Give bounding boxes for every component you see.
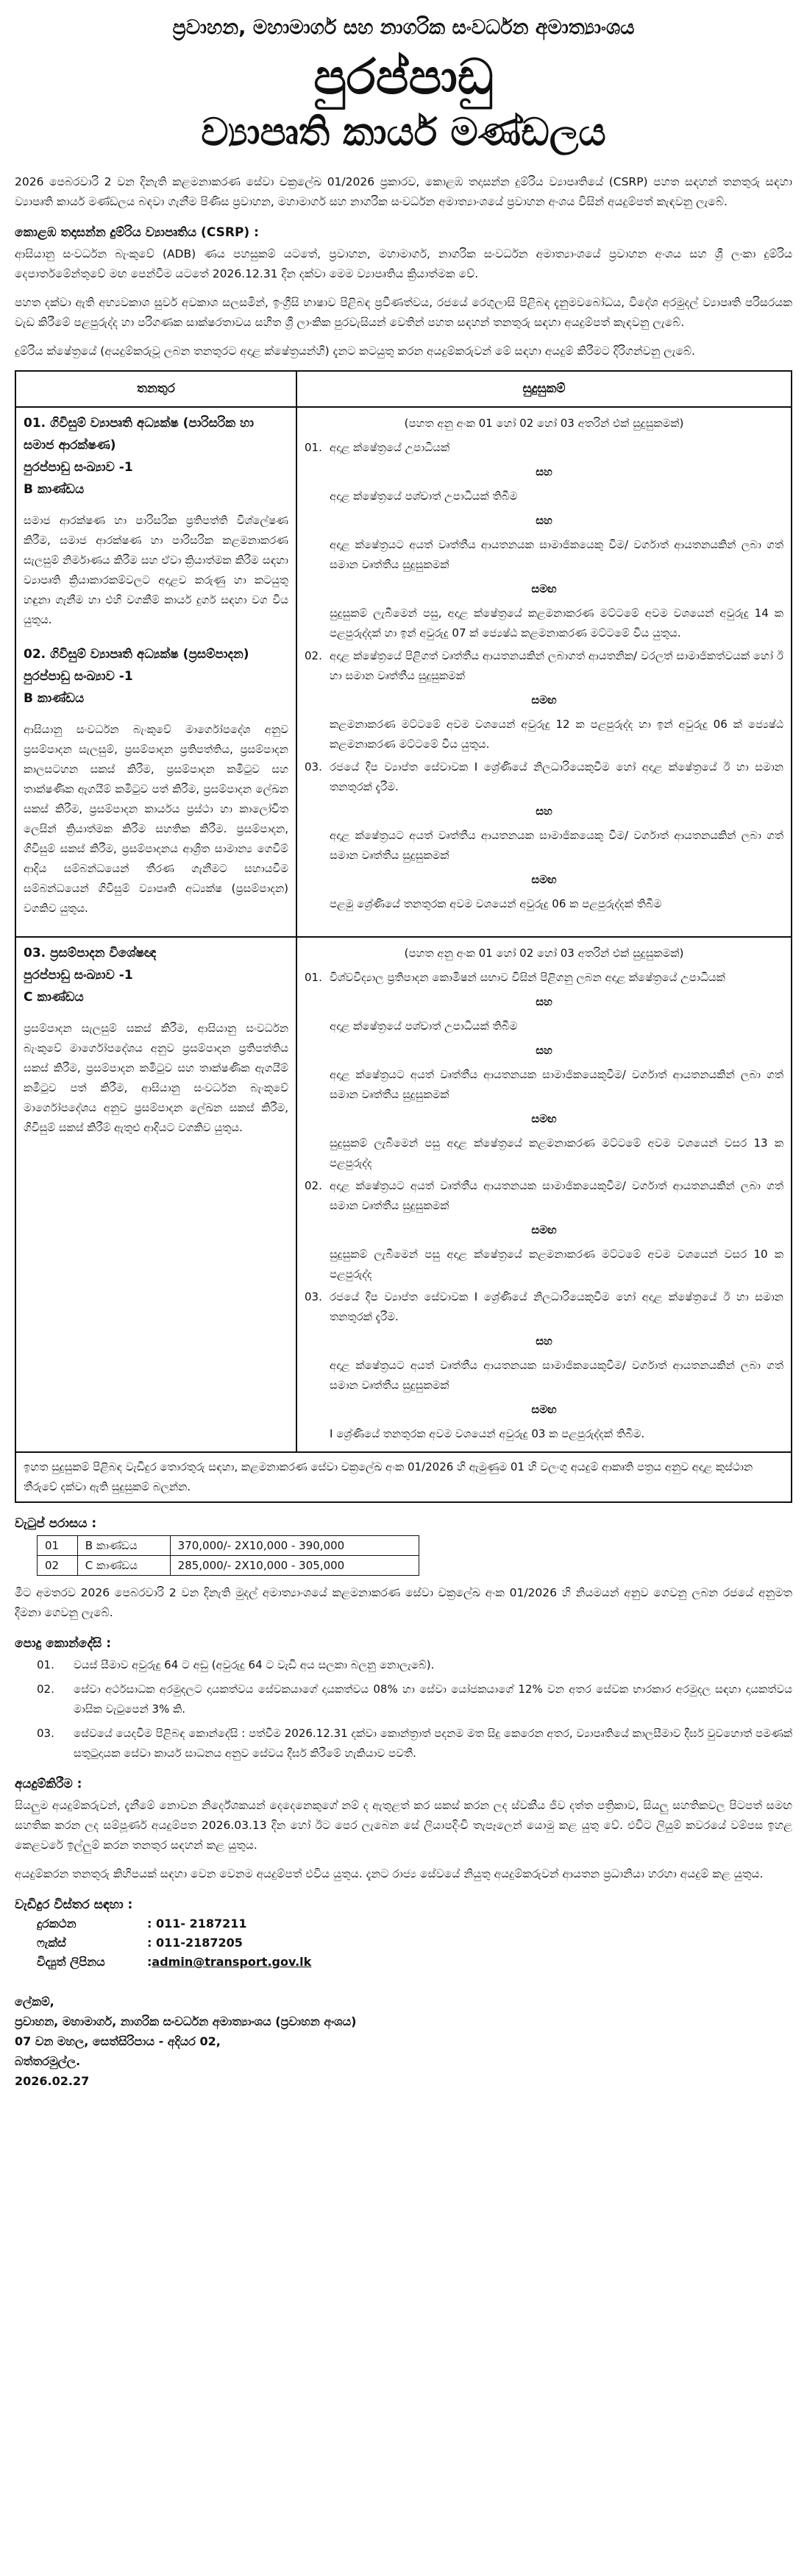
qual-b-1b: අදාළ ක්ෂේත්‍රයේ පශ්චාත් උපාධියක් තිබීම xyxy=(330,1019,518,1033)
together-label: සමඟ xyxy=(531,1112,557,1125)
condition-item xyxy=(37,1655,792,1675)
page-title: පුරප්පාඩු xyxy=(313,49,494,105)
condition-item xyxy=(37,1724,792,1763)
posts-table xyxy=(15,370,792,1503)
fax-number: : 011-2187205 xyxy=(147,1936,243,1950)
qual-a-2a: අදාළ ක්ෂේත්‍රයේ පිළිගත් වෘත්තීය ආයතනයකින් ලබාගත් ආයතනික/ වරලත් සාමාජිකත්වයක් හෝ ඊ හා සමාන වෘත්තීය සුදුසුකමක් xyxy=(330,649,783,682)
qual-b-item xyxy=(305,1245,783,1284)
qual-b-1c: අදාළ ක්ෂේත්‍රයට අයත් වෘත්තීය ආයතනයක සාමාජිකයෙකුවීම/ වර්ගාත් ආයතනයකින් ලබා ගත් සමාන වෘත්තීය සුදුසුකමක් xyxy=(330,1068,783,1101)
condition-number: 03. xyxy=(37,1727,54,1740)
post-3-description: ප්‍රසම්පාදන සැලසුම් සකස් කිරීම, ආසියානු සංවර්ධන බැංකුවේ මාර්ගෝපදේශය අනුව ප්‍රසම්පාදන ප්‍රතිපත්තිය සකස් කිරීම, ප්‍රසම්පාදන කමිටුව සහ තාක්ෂණික ඇගයීම් කමිටුව පත් කිරීම, ආසියානු සංවර්ධන බැංකුවේ මාර්ගෝපදේශය අනුව ප්‍රසම්පාදන ලේඛන සකස් කිරීම, ගිවිසුම් සකස් කිරීම් ඇතුළු ආදියට වගකිව යුතුය. xyxy=(24,1022,288,1134)
email-label: විද්‍යුත් ලිපිනය xyxy=(37,1955,105,1969)
together-label: සමඟ xyxy=(531,693,557,707)
and-label: සහ xyxy=(536,514,552,527)
qual-a-item xyxy=(305,715,783,754)
apply-paragraph-2: අයදුම්කරන තනතුරු කිහිපයක් සඳහා වෙන වෙනම අයදුම්පත් එවිය යුතුය. දැනට රාජ්‍ය සේවයේ නියුතු අයදුම්කරුවන් ආයතන ප්‍රධානියා හරහා අයදුම් කළ යුතුය. xyxy=(15,1867,764,1880)
qual-a-item xyxy=(305,486,783,506)
table-row xyxy=(38,1536,419,1556)
project-paragraph-3: දුම්රිය ක්ෂේත්‍රයේ (අයදුම්කරුවූ ලබන තනතුරට අදාළ ක්ෂේත්‍රයන්හි) දැනට කටයුතු කරන අයදුම්කරුවන් මේ සඳහා අයදුම් කිරීමට දිරිගන්වනු ලැබේ. xyxy=(15,344,695,358)
qual-b-intro: (පහත අනු අංක 01 හෝ 02 හෝ 03 අතරින් එක් සුදුසුකමක්) xyxy=(404,946,684,960)
qual-a-item xyxy=(305,826,783,866)
footer-date: 2026.02.27 xyxy=(15,2074,90,2088)
qual-b-item xyxy=(305,1133,783,1173)
qual-a-1a: අදාළ ක්ෂේත්‍රයේ උපාධියක් xyxy=(330,441,450,454)
together-label: සමඟ xyxy=(531,1223,557,1236)
footer-line: බත්තරමුල්ල. xyxy=(15,2054,81,2068)
ministry-name: ප්‍රවාහන, මහාමාර්ග සහ නාගරික සංවර්ධන අමාත්‍යාංශය xyxy=(172,16,635,39)
post-1 xyxy=(24,412,288,630)
posts-cell-1 xyxy=(15,407,296,937)
qual-b-item xyxy=(305,1356,783,1395)
posts-cell-2 xyxy=(15,937,296,1452)
qual-b-3a: රජයේ දීප ව්‍යාප්ත සේවාවක I ශ්‍රේණියේ නිලධාරියෙකුවීම හෝ අදාළ ක්ෂේත්‍රයේ ඊ හා සමාන තනතුරක් දැරීම. xyxy=(330,1290,783,1323)
qual-a-item xyxy=(305,894,783,914)
salary-heading: වැටුප් පරාසය : xyxy=(15,1516,97,1531)
intro-paragraph: 2026 පෙබරවාරි 2 වන දිනැති කළමනාකරණ සේවා චක්‍රලේඛ 01/2026 ප්‍රකාරව, කොළඹ තදාසන්න දුම්රිය ව්‍යාපෘතියේ (CSRP) පහත සඳහන් තනතුරු සඳහා ව්‍යාපෘති කාර්ය මණ්ඩලය බඳවා ගැනීම පිණිස ප්‍රවාහන, මහාමාර්ග සහ නාගරික සංවර්ධන අමාත්‍යාංශයේ ප්‍රවාහන අංශය විසින් අයදුම්පත් කැඳවනු ලැබේ. xyxy=(15,175,792,208)
table-header-row xyxy=(15,371,792,407)
email-prefix: : xyxy=(147,1955,152,1969)
qual-b-3b: අදාළ ක්ෂේත්‍රයට අයත් වෘත්තීය ආයතනයක සාමාජිකයෙකුවීම/ වර්ගාත් ආයතනයකින් ලබා ගත් සමාන වෘත්තීය සුදුසුකමක් xyxy=(330,1359,783,1392)
salary-grade: B කාණ්ඩය xyxy=(77,1536,170,1556)
qual-a-3c: පළමු ශ්‍රේණියේ තනතුරක අවම වශයෙන් අවුරුදු 06 ක පළපුරුද්දක් තිබීම xyxy=(330,897,662,910)
qual-b-1d: සුදුසුකම් ලැබීමෙන් පසු අදාළ ක්ෂේත්‍රයේ කළමනාකරණ මට්ටමේ අවම වශයෙන් වසර 13 ක පළපුරුද්ද xyxy=(330,1136,783,1170)
qual-cell-1 xyxy=(296,407,792,937)
together-label: සමඟ xyxy=(531,873,557,886)
qual-b-item: 02. අදාළ ක්ෂේත්‍රයට අයත් වෘත්තීය ආයතනයක සාමාජිකයෙකුවීම/ වර්ගාත් ආයතනයකින් ලබා ගත් සමාන වෘත්තීය සුදුසුකමක් xyxy=(305,1176,783,1216)
qual-a-1d: සුදුසුකම් ලැබීමෙන් පසු, අදාළ ක්ෂේත්‍රයේ කළමනාකරණ මට්ටමේ අවම වශයෙන් අවුරුදු 14 ක පළපුරුද්දක් හා ඉන් අවුරුදු 07 ක් ජ්‍යෙෂ්ඨ කළමනාකරණ මට්ටමේ විය යුතුය. xyxy=(330,606,783,640)
condition-number: 02. xyxy=(37,1682,54,1696)
table-footnote: ඉහත සුදුසුකම් පිළිබඳ වැඩිදුර තොරතුරු සඳහා, කළමනාකරණ සේවා චක්‍රලේඛ අංක 01/2026 හි ඇමුණුම 01 හි වලංගු අයදුම් ආකෘති පත්‍රය අනුව අදාළ කුස්ථාන තීරුවේ දක්වා ඇති සුදුසුකම් බලන්න. xyxy=(15,1452,792,1502)
salary-grade: C කාණ්ඩය xyxy=(77,1556,170,1576)
and-label: සහ xyxy=(536,1334,552,1348)
signature-block xyxy=(15,1992,792,2091)
together-label: සමඟ xyxy=(531,1403,557,1416)
qual-b-2b: සුදුසුකම් ලැබීමෙන් පසු අදාළ ක්ෂේත්‍රයේ කළමනාකරණ මට්ටමේ අවම වශයෙන් වසර 10 ක පළපුරුද්ද xyxy=(330,1248,783,1281)
together-label: සමඟ xyxy=(531,582,557,595)
salary-range: 370,000/- 2X10,000 - 390,000 xyxy=(170,1536,419,1556)
salary-no: 01 xyxy=(38,1536,78,1556)
fax-row xyxy=(37,1936,792,1950)
table-row xyxy=(15,1452,792,1502)
qual-b-2a: අදාළ ක්ෂේත්‍රයට අයත් වෘත්තීය ආයතනයක සාමාජිකයෙකුවීම/ වර්ගාත් ආයතනයකින් ලබා ගත් සමාන වෘත්තීය සුදුසුකමක් xyxy=(330,1179,783,1212)
salary-range: 285,000/- 2X10,000 - 305,000 xyxy=(170,1556,419,1576)
footer-line: ලේකම්, xyxy=(15,1995,54,2009)
post-2-grade: B කාණ්ඩය xyxy=(24,691,85,706)
qual-b-item xyxy=(305,1016,783,1036)
salary-no: 02 xyxy=(38,1556,78,1576)
col-qual-header: සුදුසුකම් xyxy=(296,371,792,407)
qual-b-item: 01. විශ්වවිද්‍යාල ප්‍රතිපාදන කොමිෂන් සභාව විසින් පිළිගනු ලබන අදාළ ක්ෂේත්‍රයේ උපාධියක් xyxy=(305,968,783,988)
condition-number: 01. xyxy=(37,1658,54,1671)
salary-note: මීට අමතරව 2026 පෙබරවාරි 2 වන දිනැති මුදල් අමාත්‍යාංශයේ කළමනාකරණ සේවා චක්‍රලේඛ අංක 01/2026 හි නියමයන් අනුව ගෙවනු ලබන රජයේ අනුමත දීමනා ගෙවනු ලැබේ. xyxy=(15,1586,792,1619)
info-heading: වැඩිදුර විස්තර සඳහා : xyxy=(15,1897,133,1912)
fax-label: ෆැක්ස් xyxy=(37,1936,66,1950)
footer-line: ප්‍රවාහන, මහාමාර්ග, නාගරික සංවර්ධන අමාත්‍යාංශය (ප්‍රවාහන අංශය) xyxy=(15,2014,357,2028)
phone-number: : 011- 2187211 xyxy=(147,1917,247,1931)
project-paragraph-1: ආසියානු සංවර්ධන බැංකුවේ (ADB) ණය පහසුකම් යටතේ, ප්‍රවාහන, මහාමාර්ග, නාගරික සංවර්ධන අමාත්‍යාංශයේ ප්‍රවාහන අංශය සහ ශ්‍රී ලංකා දුම්රිය දෙපාර්තමේන්තුවේ මඟ පෙන්වීම යටතේ 2026.12.31 දින දක්වා මෙම ව්‍යාපෘතිය ක්‍රියාත්මක වේ. xyxy=(15,247,792,280)
condition-item xyxy=(37,1680,792,1719)
and-label: සහ xyxy=(536,1044,552,1057)
table-row xyxy=(15,937,792,1452)
qual-a-item: 01. අදාළ ක්ෂේත්‍රයේ උපාධියක් xyxy=(305,438,783,458)
col-post-header: තනතුර xyxy=(15,371,296,407)
qual-a-item xyxy=(305,535,783,575)
qual-a-3b: අදාළ ක්ෂේත්‍රයට අයත් වෘත්තීය ආයතනයක සාමාජිකයෙකු වීම/ වර්ගාත් ආයතනයකින් ලබා ගත් සමාන වෘත්තීය සුදුසුකමක් xyxy=(330,829,783,862)
table-row xyxy=(15,407,792,937)
page-subtitle: ව්‍යාපෘති කාර්ය මණ්ඩලය xyxy=(201,110,606,155)
post-1-description: සමාජ ආරක්ෂණ හා පාරිසරික ප්‍රතිපත්ති විශ්ලේෂණ කිරීම, සමාජ ආරක්ෂණ හා පාරිසරික කළමනාකරණ සැලසුම් නිර්මාණය කිරීම සහ ඒවා ක්‍රියාත්මක කිරීම සඳහා ව්‍යාපෘති ක්‍රියාකාරකම්වලට අදාළව කරුණු හා කටයුතු හඳුනා ගැනීම හා එහි වගකීම් කාර්ය දුර්ග සඳහා වග විය යුතුය. xyxy=(24,514,288,626)
post-2-description: ආසියානු සංවර්ධන බැංකුවේ මාර්ගෝපදේශ අනුව ප්‍රසම්පාදන සැලසුම්, ප්‍රසම්පාදන ප්‍රතිපත්තිය, ප්‍රසම්පාදන කාලසටහන සකස් කිරීම, ප්‍රසම්පාදන කමිටුව සහ තාක්ෂණික ඇගයීම් කමිටුව පත් කිරීම, ප්‍රසම්පාදන ලේඛන සකස් කිරීම, ප්‍රසම්පාදන කාර්යය ප්‍රස්ථා හා කාලෝචිත ලෙසින් ක්‍රියාත්මක කිරීම සහතික කිරීම. ප්‍රසම්පාදන, ගිවිසුම් සකස් කිරීම, ප්‍රසම්පාදනය ආශ්‍රිත සාමාන්‍ය ගෙවීම් ආදිය සම්බන්ධයෙන් තීරණ ගැනීමට සහායවීම සම්බන්ධයෙන් ගිවිසුම් ව්‍යාපෘති අධ්‍යක්ෂ (ප්‍රසම්පාදන) වගකිව යුතුය. xyxy=(24,723,288,915)
post-1-grade: B කාණ්ඩය xyxy=(24,482,85,497)
qual-b-1a: විශ්වවිද්‍යාල ප්‍රතිපාදන කොමිෂන් සභාව විසින් පිළිගනු ලබන අදාළ ක්ෂේත්‍රයේ උපාධියක් xyxy=(330,971,725,984)
phone-row xyxy=(37,1917,792,1931)
post-2 xyxy=(24,643,288,919)
qual-a-intro: (පහත අනු අංක 01 හෝ 02 හෝ 03 අතරින් එක් සුදුසුකමක්) xyxy=(404,417,684,430)
post-1-title: 01. ගිවිසුම් ව්‍යාපෘති අධ්‍යක්ෂ (පාරිසරික හා සමාජ ආරක්ෂණ) xyxy=(24,416,254,453)
apply-heading: අයදුම්කිරීම : xyxy=(15,1777,82,1791)
qual-b-item xyxy=(305,1424,783,1444)
qual-b-item xyxy=(305,1065,783,1105)
post-3-vacancies: පුරප්පාඩු සංඛ්‍යාව -1 xyxy=(24,968,133,983)
project-paragraph-2: පහත දක්වා ඇති අභ්‍යවකාශ සුර්ව අවකාශ සලසමින්, ඉංග්‍රීසි භාෂාව පිළිබඳ ප්‍රවීණත්වය, රජයේ රෙගුලාසි පිළිබඳ දැනුමවබෝධය, විදේශ අරමුදල් ව්‍යාපෘති පරිසරයක වැඩ කිරීමේ පළපුරුද්ද හා පරිගණක සාක්ෂරතාවය සහිත ශ්‍රී ලාංකික පුරවැසියන් වෙතින් පහත සඳහන් තනතුරු සඳහා අයදුම්පත් කැඳවනු ලැබේ. xyxy=(15,296,792,329)
post-2-vacancies: පුරප්පාඩු සංඛ්‍යාව -1 xyxy=(24,669,133,684)
qual-b-3c: I ශ්‍රේණියේ තනතුරක අවම වශයෙන් අවුරුදු 03 ක පළපුරුද්දක් තිබීම. xyxy=(330,1427,645,1440)
email-link[interactable]: admin@transport.gov.lk xyxy=(152,1955,312,1969)
post-1-vacancies: පුරප්පාඩු සංඛ්‍යාව -1 xyxy=(24,460,133,475)
and-label: සහ xyxy=(536,804,552,818)
and-label: සහ xyxy=(536,465,552,478)
qual-a-2b: කළමනාකරණ මට්ටමේ අවම වශයෙන් අවුරුදු 12 ක පළපුරුද්ද හා ඉන් අවුරුදු 06 ක් ජ්‍යෙෂ්ඨ කළමනාකරණ මට්ටමේ විය යුතුය. xyxy=(330,718,783,751)
condition-text: සේවයේ යෙදවීම පිළිබඳ කොන්දේසි : පත්වීම 2026.12.31 දක්වා කොන්ත්‍රාත් පදනම මත සිදු කෙරෙන අතර, ව්‍යාපෘතියේ කාලසීමාව දීර්ඝ වුවහොත් පමණක් සතුටුදායක සේවා කාර්ය සාධනය අනුව සේවය දීර්ඝ කිරීමේ හැකියාව පවතී. xyxy=(74,1727,792,1760)
qual-b-item: 03. රජයේ දීප ව්‍යාප්ත සේවාවක I ශ්‍රේණියේ නිලධාරියෙකුවීම හෝ අදාළ ක්ෂේත්‍රයේ ඊ හා සමාන තනතුරක් දැරීම. xyxy=(305,1287,783,1327)
condition-text: වයස් සීමාව අවුරුදු 64 ට අඩු (අවුරුදු 64 ට වැඩි අය සලකා බලනු නොලැබේ). xyxy=(74,1658,435,1671)
footer-line: 07 වන මහල, සෙත්සිරිපාය - අදියර 02, xyxy=(15,2034,221,2048)
qual-a-item: 03. රජයේ දීප ව්‍යාප්ත සේවාවක I ශ්‍රේණියේ නිලධාරියෙකුවීම හෝ අදාළ ක්ෂේත්‍රයේ ඊ හා සමාන තනතුරක් දැරීම. xyxy=(305,757,783,797)
post-3 xyxy=(24,942,288,1138)
email-row xyxy=(37,1955,792,1970)
post-3-grade: C කාණ්ඩය xyxy=(24,990,84,1005)
vacancy-notice xyxy=(15,0,792,2091)
post-3-title: 03. ප්‍රසම්පාදන විශේෂඥ xyxy=(24,946,157,960)
qual-a-1c: අදාළ ක්ෂේත්‍රයට අයත් වෘත්තීය ආයතනයක සාමාජිකයෙකු වීම/ වර්ගාත් ආයතනයකින් ලබා ගත් සමාන වෘත්තීය සුදුසුකමක් xyxy=(330,538,783,571)
qual-a-item: 02. අදාළ ක්ෂේත්‍රයේ පිළිගත් වෘත්තීය ආයතනයකින් ලබාගත් ආයතනික/ වරලත් සාමාජිකත්වයක් හෝ ඊ හා සමාන වෘත්තීය සුදුසුකමක් xyxy=(305,646,783,686)
condition-text: සේවා අර්ථසාධක අරමුදලට දායකත්වය සේවකයාගේ දායකත්වය 08% හා සේවා යෝජකයාගේ 12% වන අතර සේවක භාරකාර අරමුදල සඳහා දායකත්වය මාසික වැටුපෙන් 3% කි. xyxy=(74,1682,792,1716)
qual-a-item xyxy=(305,604,783,643)
apply-paragraph-1: සියලුම අයදුම්කරුවන්, දැනීමේ නොවන නිර්දේශකයන් දෙදෙනෙකුගේ නම් ද ඇතුළත් කර සකස් කරන ලද ස්වකීය ජීව දත්ත පත්‍රිකාව, සියලු සහතිකවල පිටපත් සමඟ සහතික කරන ලද සම්පූර්ණ අයදුම්පත 2026.03.13 දින හෝ ඊට පෙර ලැබෙන සේ ලියාපදිංචි තැපෑලෙන් යොමු කළ යුතු වේ. එවිට ලියුම් කවරයේ වම්පස ඉහළ කෙළවරේ ඉල්ලුම් කරන තනතුර සඳහන් කළ යුතුය. xyxy=(15,1799,792,1852)
salary-table xyxy=(37,1535,419,1576)
phone-label: දුරකථන xyxy=(37,1917,77,1931)
qual-a-1b: අදාළ ක්ෂේත්‍රයේ පශ්චාත් උපාධියක් තිබීම xyxy=(330,489,518,503)
table-row xyxy=(38,1556,419,1576)
qual-cell-2 xyxy=(296,937,792,1452)
general-conditions-heading: පොදු කොන්දේසි : xyxy=(15,1636,111,1651)
qual-a-3a: රජයේ දීප ව්‍යාප්ත සේවාවක I ශ්‍රේණියේ නිලධාරියෙකුවීම හෝ අදාළ ක්ෂේත්‍රයේ ඊ හා සමාන තනතුරක් දැරීම. xyxy=(330,760,783,793)
post-2-title: 02. ගිවිසුම් ව්‍යාපෘති අධ්‍යක්ෂ (ප්‍රසම්පාදන) xyxy=(24,647,249,662)
and-label: සහ xyxy=(536,995,552,1008)
project-heading: කොළඹ තදාසන්න දුම්රිය ව්‍යාපෘතිය (CSRP) : xyxy=(15,225,259,240)
